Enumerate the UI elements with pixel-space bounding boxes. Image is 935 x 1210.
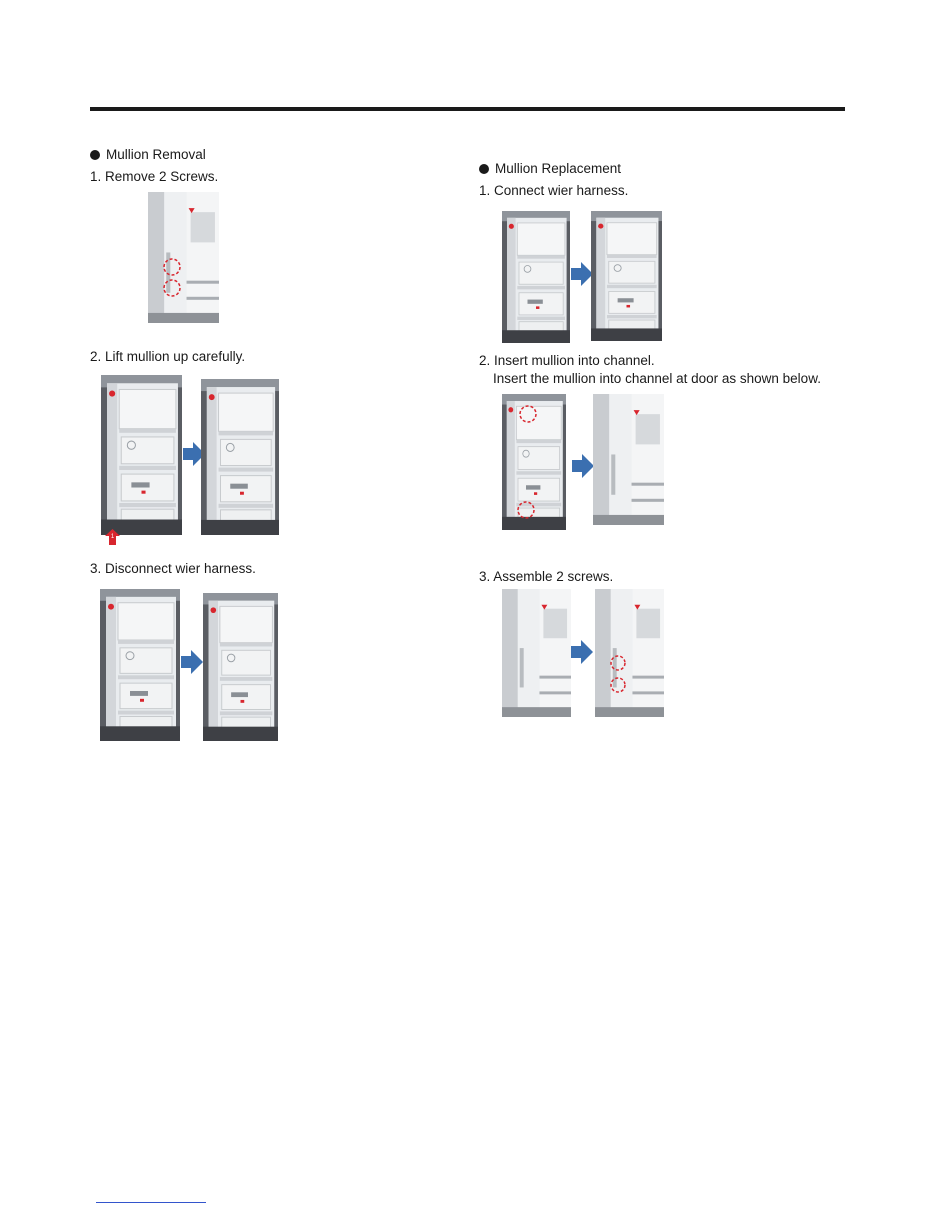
footer-link-underline[interactable] [96, 1202, 206, 1203]
lift-up-marker-label: 1 [110, 534, 115, 540]
arrow-right-icon [571, 640, 593, 664]
lift-up-marker-icon [105, 529, 120, 545]
connect-harness-photo-before [502, 211, 570, 343]
replacement-step-1: 1. Connect wier harness. [479, 183, 629, 198]
disconnect-harness-photo-before [100, 589, 180, 741]
insert-mullion-photo-before [502, 394, 566, 530]
header-rule [90, 107, 845, 111]
removal-heading-text: Mullion Removal [106, 147, 206, 162]
replacement-step-3: 3. Assemble 2 screws. [479, 569, 614, 584]
removal-heading [90, 147, 206, 162]
lift-mullion-photo-after [201, 379, 279, 535]
replacement-step-2: 2. Insert mullion into channel. [479, 353, 655, 368]
removal-step-2: 2. Lift mullion up carefully. [90, 349, 246, 364]
disconnect-harness-photo-after [203, 593, 278, 741]
remove-screws-photo [148, 192, 219, 323]
connect-harness-photo-after [591, 211, 662, 341]
assemble-screws-photo-after [595, 589, 664, 717]
replacement-heading-text: Mullion Replacement [495, 161, 622, 176]
bullet-icon [479, 164, 489, 174]
arrow-right-icon [572, 454, 594, 478]
insert-mullion-photo-after [593, 394, 664, 525]
arrow-right-icon [571, 262, 593, 286]
removal-step-1: 1. Remove 2 Screws. [90, 169, 219, 184]
replacement-step-2-detail: Insert the mullion into channel at door as shown below. [493, 371, 821, 386]
lift-mullion-photo-before [101, 375, 182, 535]
assemble-screws-photo-before [502, 589, 571, 717]
replacement-heading [479, 161, 621, 176]
removal-step-3: 3. Disconnect wier harness. [90, 561, 256, 576]
arrow-right-icon [181, 650, 203, 674]
bullet-icon [90, 150, 100, 160]
